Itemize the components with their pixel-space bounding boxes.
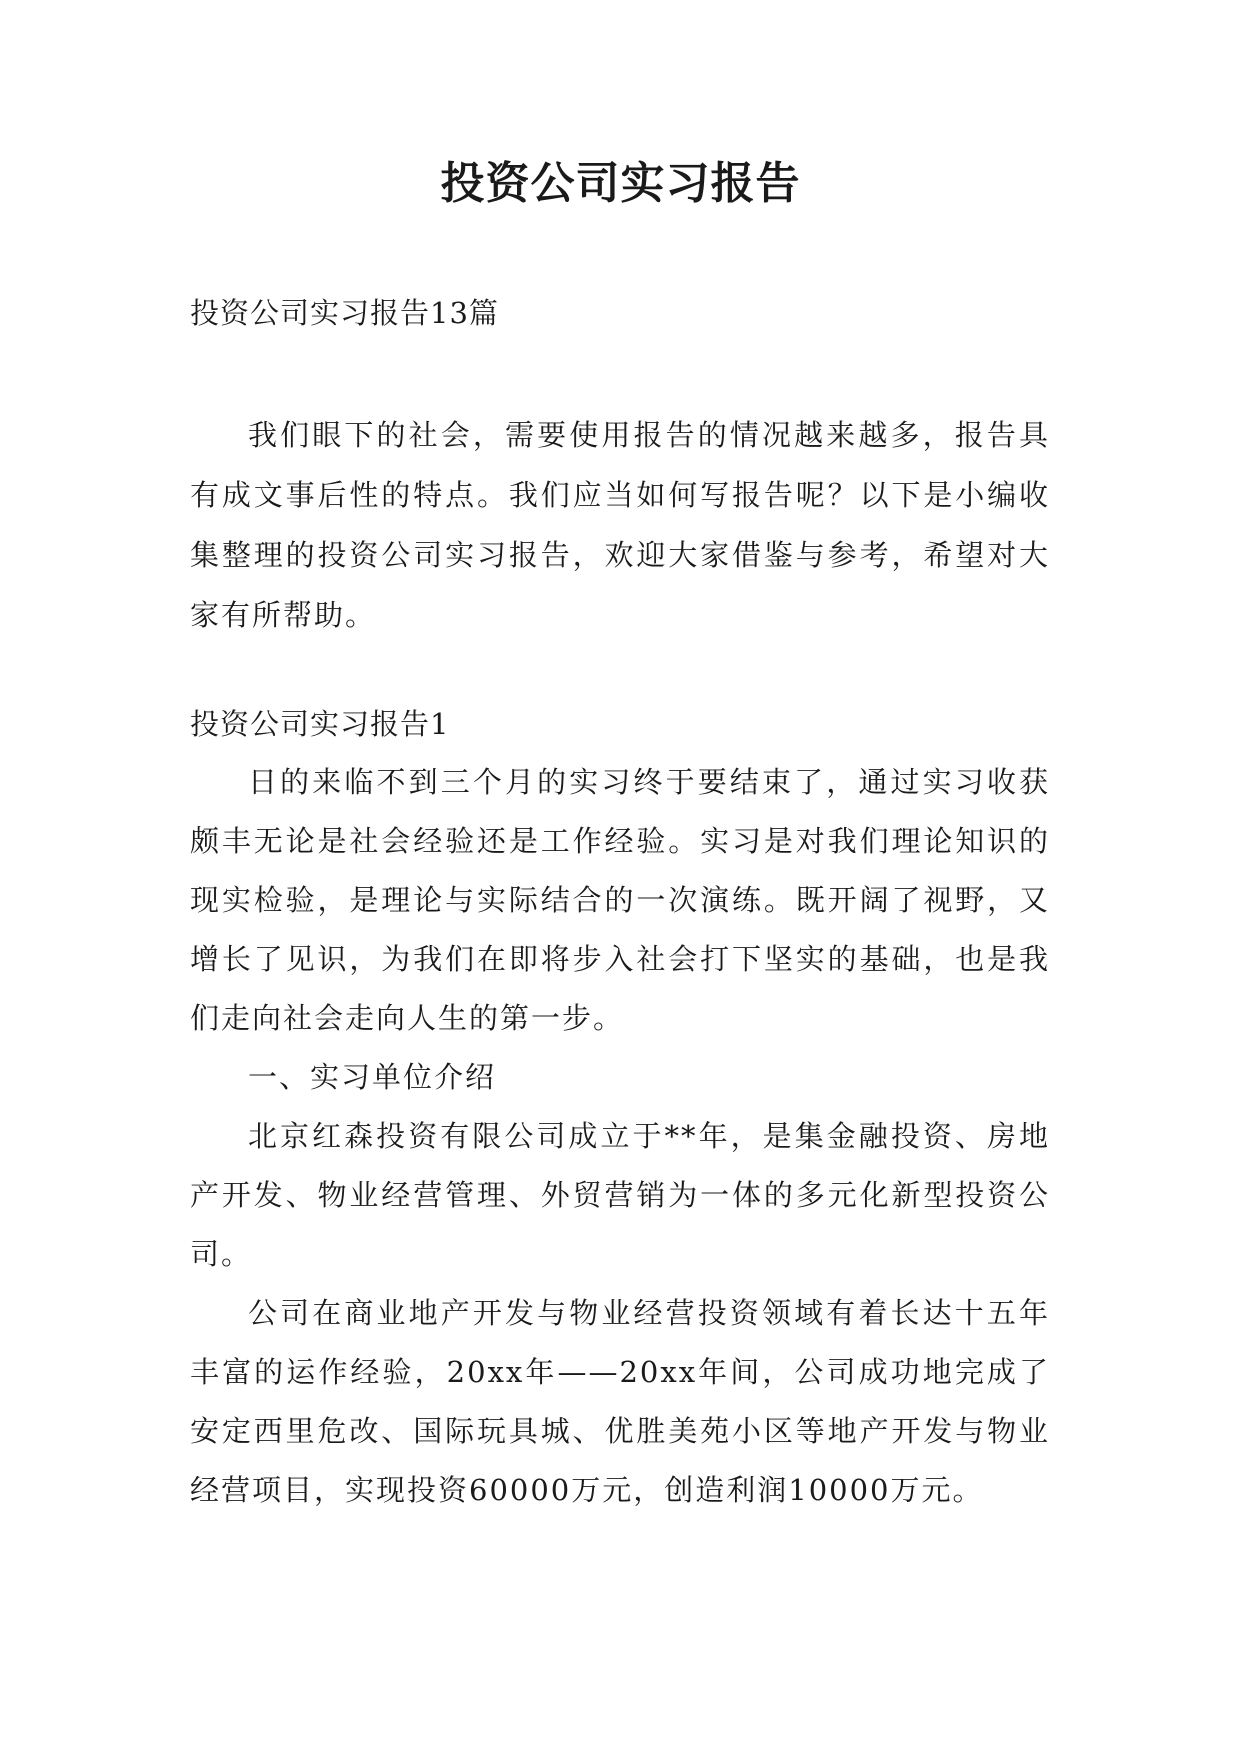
section-body: [190, 753, 1050, 1520]
intro-paragraph: 我们眼下的社会，需要使用报告的情况越来越多，报告具有成文事后性的特点。我们应当如何写报告呢？以下是小编收集整理的投资公司实习报告，欢迎大家借鉴与参考，希望对大家有所帮助。: [190, 418, 1050, 632]
body-paragraph: 公司在商业地产开发与物业经营投资领域有着长达十五年丰富的运作经验，20xx年——20xx年间，公司成功地完成了安定西里危改、国际玩具城、优胜美苑小区等地产开发与物业经营项目，实现投资60000万元，创造利润10000万元。: [190, 1296, 1050, 1507]
document-subtitle: 投资公司实习报告13篇: [190, 296, 499, 330]
body-subheading: 一、实习单位介绍: [248, 1060, 497, 1094]
body-paragraph: 北京红森投资有限公司成立于**年，是集金融投资、房地产开发、物业经营管理、外贸营销为一体的多元化新型投资公司。: [190, 1119, 1050, 1271]
document-title: 投资公司实习报告: [440, 158, 801, 209]
body-paragraph: 日的来临不到三个月的实习终于要结束了，通过实习收获颇丰无论是社会经验还是工作经验。实习是对我们理论知识的现实检验，是理论与实际结合的一次演练。既开阔了视野，又增长了见识，为我们在即将步入社会打下坚实的基础，也是我们走向社会走向人生的第一步。: [190, 765, 1050, 1035]
section-heading: 投资公司实习报告1: [190, 707, 450, 741]
